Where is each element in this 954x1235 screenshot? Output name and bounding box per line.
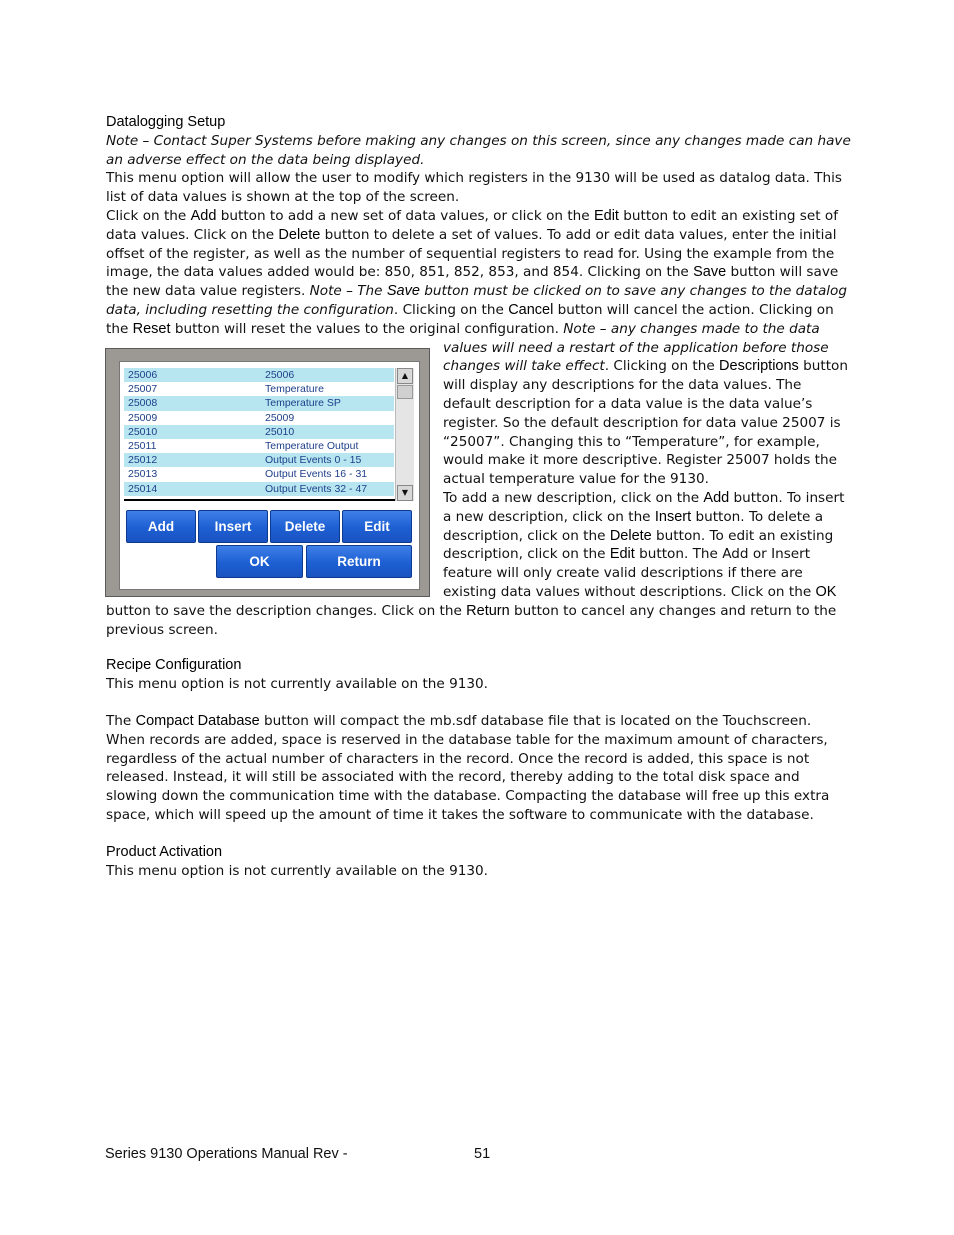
recipe-heading: Recipe Configuration <box>106 657 242 673</box>
list-item[interactable] <box>124 453 394 467</box>
register-cell: 25013 <box>128 468 158 481</box>
activation-heading: Product Activation <box>106 844 223 860</box>
register-cell: 25014 <box>128 482 158 495</box>
scroll-up-icon[interactable]: ▲ <box>397 368 413 384</box>
delete-button[interactable]: Delete <box>270 510 340 543</box>
descriptions-list[interactable] <box>124 368 394 498</box>
edit-button[interactable]: Edit <box>342 510 412 543</box>
list-item[interactable] <box>124 411 394 425</box>
register-cell: 25011 <box>128 439 157 452</box>
register-cell: 25012 <box>128 454 158 467</box>
datalogging-note: Note – Contact Super Systems before making any changes on this screen, since any changes made can have an adverse effect on the data being displayed. <box>106 132 851 168</box>
description-cell: Temperature <box>265 383 324 396</box>
register-cell: 25007 <box>128 383 158 396</box>
description-cell: 25010 <box>265 425 295 438</box>
list-item[interactable] <box>124 382 394 396</box>
list-divider <box>124 499 395 501</box>
add-button[interactable]: Add <box>126 510 196 543</box>
list-scrollbar[interactable] <box>395 368 414 501</box>
recipe-text: This menu option is not currently available on the 9130. <box>106 675 488 692</box>
datalogging-heading: Datalogging Setup <box>106 114 226 130</box>
description-cell: 25006 <box>265 369 295 381</box>
list-item[interactable] <box>124 482 394 496</box>
recipe-section <box>106 656 851 694</box>
footer-title: Series 9130 Operations Manual Rev - <box>105 1146 348 1162</box>
list-item[interactable] <box>124 467 394 481</box>
register-cell: 25008 <box>128 397 158 410</box>
description-cell: Output Events 32 - 47 <box>265 482 368 495</box>
description-cell: Output Events 0 - 15 <box>265 454 362 467</box>
register-cell: 25009 <box>128 411 158 424</box>
activation-text: This menu option is not currently available on the 9130. <box>106 862 488 879</box>
description-cell: Output Events 16 - 31 <box>265 468 368 481</box>
ok-button[interactable]: OK <box>216 545 303 578</box>
descriptions-panel <box>119 361 420 590</box>
compact-section <box>106 712 851 825</box>
list-item[interactable] <box>124 425 394 439</box>
compact-text: The Compact Database button will compact the mb.sdf database file that is located on the Touchscreen. When records are added, space is reserved in the database table for the maximum amount of characters, regardless of the actual number of characters in the record. Once the record is added, this space is not released. Instead, it will still be associated with the record, thereby adding to the total disk space and slowing down the communication time with the database. Compacting the database will free up this extra space, which will speed up the amount of time it takes the software to communicate with the database. <box>106 713 830 823</box>
list-item[interactable] <box>124 368 394 382</box>
datalog-descriptions-screenshot <box>105 348 430 597</box>
list-item[interactable] <box>124 439 394 453</box>
page-number: 51 <box>474 1146 491 1162</box>
description-cell: Temperature Output <box>265 439 359 452</box>
scroll-down-icon[interactable]: ▼ <box>397 485 413 501</box>
scrollbar-thumb[interactable] <box>397 385 413 399</box>
insert-button[interactable]: Insert <box>198 510 268 543</box>
register-cell: 25006 <box>128 369 158 381</box>
description-cell: 25009 <box>265 411 295 424</box>
register-cell: 25010 <box>128 425 158 438</box>
description-cell: Temperature SP <box>265 397 341 410</box>
return-button[interactable]: Return <box>306 545 412 578</box>
datalogging-body: Click on the Add button to add a new set of data values, or click on the Edit button to edit an existing set of data values. Click on the Delete button to delete a set of values. To add or edit data values, enter the initial offset of the register, as well as the number of sequential registers to read for. Using the example from the image, the data values added would be: 850, 851, 852, 853, and 854. Clicking on the Save button will save the new data value registers. Note – The Save button must be clicked on to save any changes to the datalog data, including resetting the configuration. Clicking on the Cancel button will cancel the action. Clicking on the Reset button will reset the values to the original configuration. Note – any changes made to the data values will need a restart of the application before those changes will take effect. Clicking on the Descriptions button will display any descriptions for the data values. The default description for a data value is the data value’s register. So the default description for data value 25007 is “25007”. Changing this to “Temperature”, for example, would make it more descriptive. Register 25007 holds the actual temperature value for the 9130. To add a new description, click on the Add button. To insert a new description, click on the Insert button. To delete a description, click on the Delete button. To edit an existing description, click on the Edit button. The Add or Insert feature will only create valid descriptions if there are existing data values without descriptions. Click on the OK button to save the description changes. Click on the Return button to cancel any changes and return to the previous screen. <box>106 207 848 638</box>
datalogging-intro: This menu option will allow the user to modify which registers in the 9130 will be used as datalog data. This list of data values is shown at the top of the screen. <box>106 170 842 206</box>
list-item[interactable] <box>124 396 394 410</box>
activation-section <box>106 843 851 881</box>
